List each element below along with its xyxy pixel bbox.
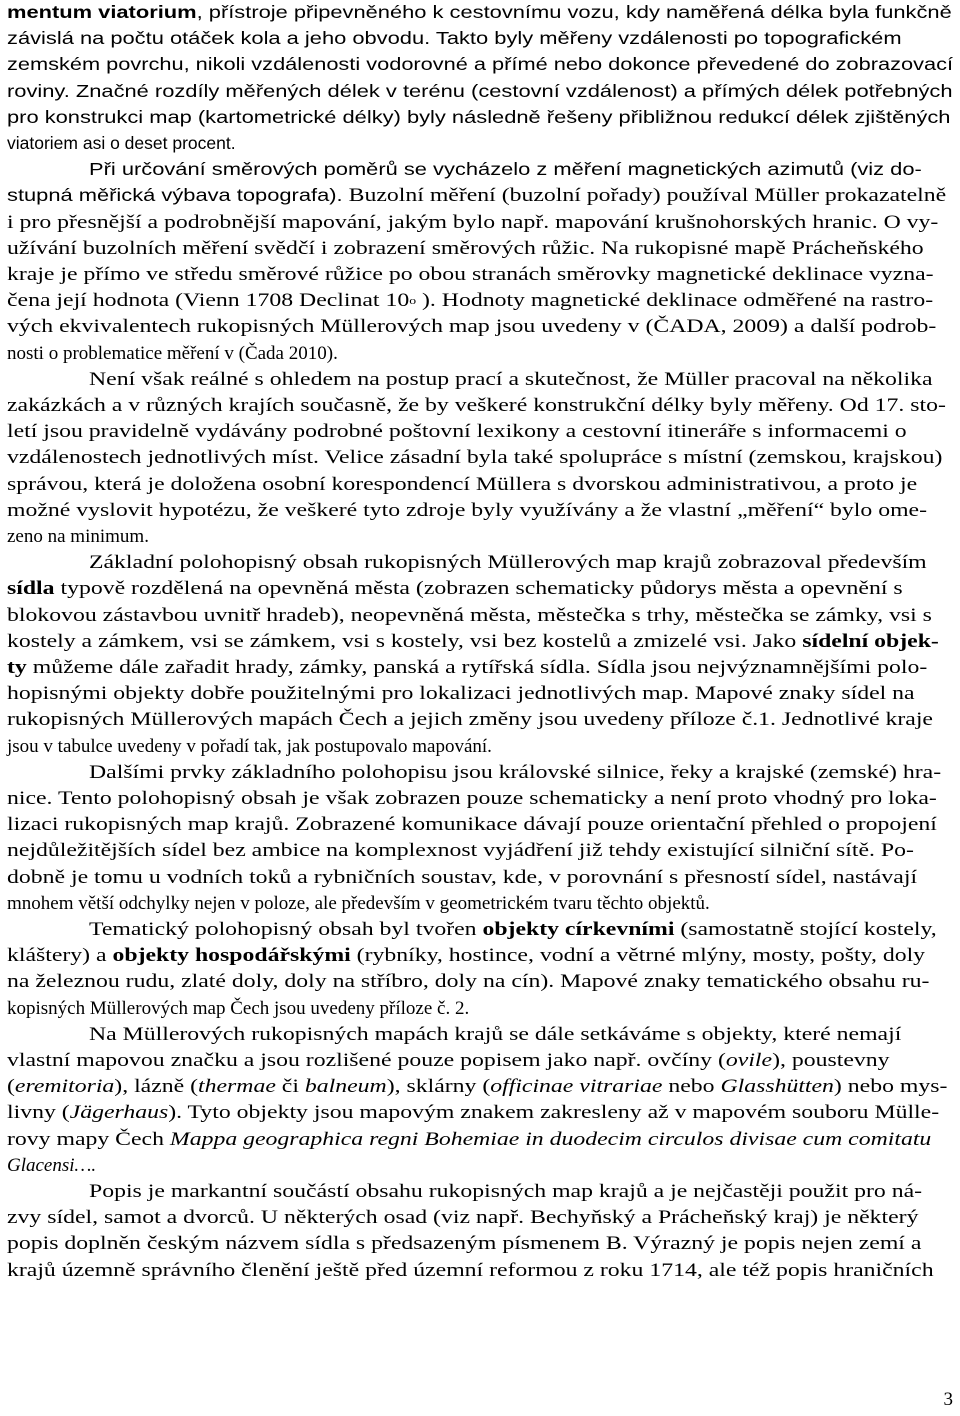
text-segment: ), sklárny ( (386, 1076, 491, 1098)
text-segment: typově rozdělená na opevněná města (zobrazen schematicky půdorys města a opevnění s (54, 578, 903, 600)
line-content (7, 969, 929, 994)
text-line (7, 498, 953, 523)
line-content (7, 341, 338, 366)
text-line (7, 681, 953, 706)
text-line (7, 917, 953, 942)
text-line (7, 52, 953, 77)
text-line (7, 1205, 953, 1230)
text-segment: Tematický polohopisný obsah byl tvořen (89, 919, 483, 940)
text-segment: , přístroje připevněného k cestovnímu vozu, kdy naměřená délka byla funkčně (196, 2, 952, 22)
line-content (7, 603, 932, 628)
text-line (7, 812, 953, 837)
line-content (7, 105, 950, 130)
bold-text: objekty církevními (482, 919, 675, 940)
text-segment: lizaci rukopisných map krajů. Zobrazené komunikace dávají pouze orientační přehled o propojení (7, 814, 937, 836)
text-line (7, 1231, 953, 1256)
text-line (7, 603, 953, 628)
text-line (7, 445, 953, 470)
line-content (7, 838, 914, 863)
text-segment: kostely a zámkem, vsi se zámkem, vsi s kostely, vsi bez kostelů a zmizelé vsi. Jako (7, 630, 803, 652)
text-line (7, 760, 953, 785)
line-content (89, 1022, 901, 1047)
line-content (7, 314, 936, 339)
superscript: o (409, 295, 417, 308)
text-line (7, 865, 953, 890)
text-segment: (rybníky, hostince, vodní a větrné mlýny, mosty, pošty, doly (350, 945, 926, 967)
text-line (7, 183, 953, 208)
text-segment: rukopisných Müllerových mapách Čech a jejich změny jsou uvedeny příloze č.1. Jednotlivé kraje (7, 709, 933, 731)
text-segment: ( (7, 1076, 15, 1098)
text-segment: pro konstrukci map (kartometrické délky) byly následně řešeny přibližnou redukcí délek zjištěných (7, 106, 951, 127)
text-line (7, 524, 953, 549)
italic-text: Glasshütten (720, 1076, 834, 1098)
line-content (7, 288, 933, 313)
text-segment: správou, která je doložena osobní korespondencí Müllera s dvorskou administrativou, a proto je (7, 473, 918, 495)
text-line (7, 210, 953, 235)
text-segment: rovy mapy Čech (7, 1128, 170, 1150)
line-content (7, 1127, 931, 1152)
line-content (7, 498, 927, 523)
line-content (89, 367, 932, 392)
text-segment: jsou v tabulce uvedeny v pořadí tak, jak postupovalo mapování. (7, 735, 492, 757)
text-segment: ) nebo mys- (833, 1076, 948, 1098)
line-content (7, 812, 937, 837)
line-content (7, 262, 934, 287)
text-segment: možné vyslovit hypotézu, že veškeré tyto zdroje byly využívány a že vlastní „měření“ bylo ome- (7, 499, 928, 521)
text-line (7, 943, 953, 968)
text-segment: čena její hodnota (Vienn 1708 Declinat 10 (7, 290, 410, 312)
line-content (7, 1258, 934, 1283)
text-segment: i pro přesnější a podrobnější mapování, jakým bylo např. mapování krušnohorských hranic. O vy- (7, 211, 939, 233)
italic-text: ovile (725, 1050, 773, 1071)
text-segment: ), poustevny (772, 1050, 890, 1071)
text-segment: blokovou zástavbou uvnitř hradeb), neopevněná města, městečka s trhy, městečka se zámky, vsi s (7, 604, 932, 626)
text-segment: můžeme dále zařadit hrady, zámky, panská a rytířská sídla. Sídla jsou nejvýznamnějšími polo- (26, 657, 928, 678)
text-line (7, 969, 953, 994)
text-segment: nejdůležitějších sídel bez ambice na komplexnost vyjádření již tehdy existující silniční sítě. Po- (7, 840, 914, 862)
text-segment: roviny. Značné rozdíly měřených délek v terénu (cestovní vzdálenost) a přímých délek potřebných (7, 80, 953, 101)
text-segment: krajů územně správního členění ještě před územní reformou z roku 1714, ale též popis hraničních (7, 1259, 934, 1281)
italic-text: officinae vitrariae (490, 1076, 663, 1098)
text-line (7, 419, 953, 444)
text-segment: dobně je tomu u vodních toků a rybničních soustav, kde, v porovnání s přesností sídel, nastávají (7, 866, 918, 888)
line-content (7, 524, 149, 549)
text-line (7, 891, 953, 916)
line-content (7, 996, 469, 1021)
text-line (7, 79, 953, 104)
text-line (7, 1022, 953, 1047)
line-content (7, 236, 924, 261)
page-number: 3 (943, 1389, 953, 1410)
line-content (7, 1231, 921, 1256)
text-line (7, 550, 953, 575)
text-line (7, 472, 953, 497)
text-line (7, 734, 953, 759)
text-line (7, 1074, 953, 1099)
italic-text: balneum (304, 1076, 387, 1098)
line-content (7, 786, 937, 811)
bold-text: mentum viatorium (7, 2, 197, 22)
text-line (7, 1127, 953, 1152)
line-content (7, 0, 952, 25)
text-segment: vzdálenostech jednotlivých míst. Velice zásadní byla také spolupráce s místní (zemskou, krajskou) (7, 447, 943, 469)
line-content (7, 1048, 890, 1073)
text-line (7, 288, 953, 313)
text-line (7, 314, 953, 339)
text-segment: Buzolní měření (buzolní pořady) používal Müller prokazatelně (348, 185, 947, 207)
line-content (7, 472, 917, 497)
italic-text: Mappa geographica regni Bohemiae in duodecim circulos divisae cum comitatu (169, 1128, 932, 1150)
text-line (7, 393, 953, 418)
line-content (89, 760, 941, 785)
text-line (7, 1153, 953, 1178)
text-line (7, 0, 953, 25)
text-segment: ). Tyto objekty jsou mapovým znakem zakresleny až v mapovém souboru Mülle- (168, 1102, 940, 1124)
italic-text: eremitoria (14, 1076, 115, 1098)
text-segment: nebo (662, 1076, 721, 1098)
text-line (7, 131, 953, 156)
text-segment: zemském povrchu, nikoli vzdálenosti vodorovné a přímé nebo dokonce převedené do zobrazovací (7, 54, 953, 75)
line-content (7, 707, 933, 732)
line-content (7, 79, 953, 104)
line-content (7, 131, 236, 156)
text-segment: či (275, 1076, 305, 1098)
text-line (7, 1258, 953, 1283)
text-segment: nice. Tento polohopisný obsah je však zobrazen pouze schematicky a není proto vhodný pro loka- (7, 788, 937, 809)
text-segment: zeno na minimum. (7, 526, 149, 547)
italic-text: thermae (198, 1076, 276, 1098)
text-segment: livny ( (7, 1102, 70, 1124)
line-content (7, 1205, 918, 1230)
text-line (7, 1048, 953, 1073)
text-segment: užívání buzolních měření svědčí i zobrazení směrových růžic. Na rukopisné mapě Prácheňského (7, 237, 924, 259)
text-segment: Není však reálné s ohledem na postup prací a skutečnost, že Müller pracoval na několika (89, 368, 933, 390)
line-content (7, 445, 942, 470)
text-segment: kopisných Müllerových map Čech jsou uvedeny příloze č. 2. (7, 997, 470, 1019)
text-segment: na železnou rudu, zlaté doly, doly na stříbro, doly na cín). Mapové znaky tematického obsahu ru- (7, 971, 930, 993)
text-segment: Popis je markantní součástí obsahu rukopisných map krajů a je nejčastěji použit pro ná- (89, 1181, 923, 1202)
text-line (7, 629, 953, 654)
text-line (7, 1179, 953, 1204)
text-segment: Základní polohopisný obsah rukopisných Müllerových map krajů zobrazoval především (89, 552, 927, 574)
line-content (7, 681, 915, 706)
bold-text: sídelní objek- (802, 630, 939, 652)
text-segment: (samostatně stojící kostely, (674, 919, 937, 940)
line-content (7, 393, 946, 418)
text-segment: závislá na počtu otáček kola a jeho obvodu. Takto byly měřeny vzdálenosti po topografickém (7, 28, 902, 49)
line-content (7, 891, 710, 916)
text-line (7, 786, 953, 811)
line-content (7, 629, 939, 654)
text-segment: zvy sídel, samot a dvorců. U některých osad (viz např. Bechyňský a Prácheňský kraj) je některý (7, 1207, 919, 1229)
text-segment: popis doplněn českým názvem sídla s předsazeným písmenem B. Výrazný je popis nejen zemí a (7, 1233, 922, 1255)
text-line (7, 105, 953, 130)
text-line (7, 1100, 953, 1125)
text-segment: Na Müllerových rukopisných mapách krajů se dále setkáváme s objekty, které nemají (89, 1023, 902, 1045)
text-line (7, 707, 953, 732)
text-line (7, 576, 953, 601)
line-content (7, 655, 927, 680)
line-content (7, 210, 938, 235)
text-line (7, 157, 953, 182)
italic-text: Jägerhaus (69, 1102, 169, 1124)
text-line (7, 341, 953, 366)
text-segment: nosti o problematice měření v (Čada 2010). (7, 342, 338, 364)
line-content (7, 419, 907, 444)
text-line (7, 236, 953, 261)
text-line (7, 26, 953, 51)
text-segment: kraje je přímo ve středu směrové růžice po obou stranách směrovky magnetické deklinace vyzna- (7, 264, 934, 285)
text-segment: Při určování směrových poměrů se vycházelo z měření magnetických azimutů (viz do- (89, 159, 922, 180)
text-segment: stupná měřická výbava topografa). (7, 185, 349, 206)
bold-text: ty (7, 657, 27, 678)
line-content (7, 1100, 939, 1125)
line-content (7, 576, 903, 601)
italic-text: Glacensi…. (7, 1154, 97, 1176)
text-line (7, 996, 953, 1021)
text-segment: mnohem větší odchylky nejen v poloze, ale především v geometrickém tvaru těchto objektů. (7, 892, 710, 914)
text-segment: letí jsou pravidelně vydávány podrobné poštovní lexikony a cestovní itineráře s informacemi o (7, 421, 907, 443)
text-line (7, 655, 953, 680)
text-line (7, 367, 953, 392)
bold-text: sídla (7, 578, 55, 600)
line-content (89, 157, 922, 182)
line-content (7, 26, 902, 51)
text-segment: ), lázně ( (114, 1076, 199, 1098)
text-segment: viatoriem asi o deset procent. (7, 133, 236, 153)
text-segment: hopisnými objekty dobře použitelnými pro lokalizaci jednotlivých map. Mapové znaky sídel na (7, 683, 915, 705)
text-segment: Dalšími prvky základního polohopisu jsou královské silnice, řeky a krajské (zemské) hra- (89, 761, 942, 783)
line-content (89, 1179, 922, 1204)
line-content (7, 1153, 96, 1178)
text-segment: zakázkách a v různých krajích současně, že by veškeré konstrukční délky byly měřeny. Od 17. sto- (7, 395, 946, 416)
line-content (7, 943, 925, 968)
text-segment: kláštery) a (7, 945, 113, 967)
text-segment: vých ekvivalentech rukopisných Müllerových map jsou uvedeny v (ČADA, 2009) a další podrob- (7, 316, 937, 338)
bold-text: objekty hospodářskými (112, 945, 351, 967)
text-line (7, 838, 953, 863)
line-content (89, 550, 927, 575)
line-content (7, 865, 917, 890)
line-content (7, 183, 946, 208)
line-content (7, 734, 492, 759)
text-segment: ). Hodnoty magnetické deklinace odměřené na rastro- (416, 290, 934, 312)
line-content (7, 1074, 947, 1099)
text-line (7, 262, 953, 287)
line-content (7, 52, 953, 77)
line-content (89, 917, 937, 942)
text-segment: vlastní mapovou značku a jsou rozlišené pouze popisem jako např. ovčíny ( (7, 1050, 726, 1071)
